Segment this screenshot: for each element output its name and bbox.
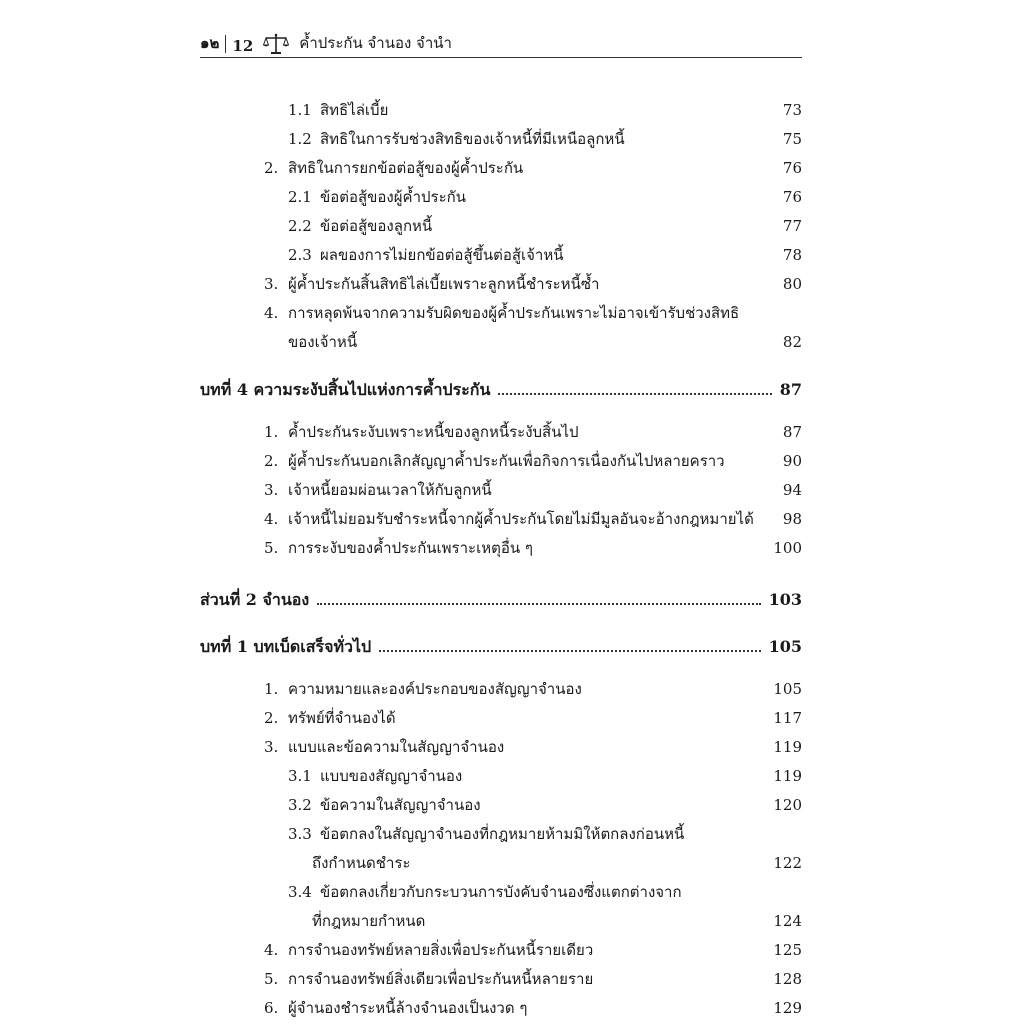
toc-page-number: 87 — [782, 423, 802, 441]
spacer — [200, 563, 802, 585]
toc-entry-text: ของเจ้าหนี้ — [288, 333, 358, 351]
toc-entry — [200, 762, 802, 791]
toc-entry-number: 2. — [264, 709, 279, 727]
toc-entry — [200, 994, 802, 1023]
toc-page-number: 73 — [782, 101, 802, 119]
toc-entry-number: 3. — [264, 275, 279, 293]
toc-page-number: 90 — [782, 452, 802, 470]
toc-entry-number: 4. — [264, 510, 279, 528]
toc-page-number: 119 — [773, 767, 802, 785]
toc-entry — [200, 183, 802, 212]
toc-page-number: 122 — [773, 854, 802, 872]
page-number: 12 — [232, 37, 254, 55]
toc-entry-text: 5. การระงับของค้ำประกันเพราะเหตุอื่น ๆ — [264, 534, 533, 563]
toc-page-number: 128 — [773, 970, 802, 988]
toc-entry — [200, 96, 802, 125]
toc-entry-number: 3.3 — [288, 825, 312, 843]
toc-entry-text: 4. การหลุดพ้นจากความรับผิดของผู้ค้ำประกันเพราะไม่อาจเข้ารับช่วงสิทธิ — [264, 299, 739, 328]
toc-entry-number: 5. — [264, 970, 279, 988]
toc-entry-text: ถึงกำหนดชำระ — [312, 854, 411, 872]
toc-entry — [200, 505, 802, 534]
toc-page-number: 100 — [773, 539, 802, 557]
toc-entry-text: 2.1 ข้อต่อสู้ของผู้ค้ำประกัน — [288, 183, 466, 212]
toc-entry-text: 3. แบบและข้อความในสัญญาจำนอง — [264, 733, 504, 762]
toc-entry-text: 1.2 สิทธิในการรับช่วงสิทธิของเจ้าหนี้ที่มีเหนือลูกหนี้ — [288, 125, 625, 154]
toc-entry-number: 5. — [264, 539, 279, 557]
toc-entry-number: 3.2 — [288, 796, 312, 814]
toc-entry-text: 2. สิทธิในการยกข้อต่อสู้ของผู้ค้ำประกัน — [264, 154, 523, 183]
toc-entry-text: 1. ความหมายและองค์ประกอบของสัญญาจำนอง — [264, 675, 582, 704]
toc-entry-number: 1. — [264, 680, 279, 698]
spacer — [200, 661, 802, 675]
toc-entry-text: 4. การจำนองทรัพย์หลายสิ่งเพื่อประกันหนี้รายเดียว — [264, 936, 593, 965]
spacer — [200, 404, 802, 418]
toc-entry-text: 3.3 ข้อตกลงในสัญญาจำนองที่กฎหมายห้ามมิให้ตกลงก่อนหนี้ — [288, 820, 684, 849]
toc-page-number: 124 — [773, 912, 802, 930]
toc-page-number: 120 — [773, 796, 802, 814]
toc-entry — [200, 299, 802, 328]
toc-entry-number: 4. — [264, 304, 279, 322]
toc-heading-text: ส่วนที่ 2 จำนอง — [200, 590, 310, 609]
toc-entry — [200, 965, 802, 994]
toc-page-number: 129 — [773, 999, 802, 1017]
toc-page-number: 82 — [782, 333, 802, 351]
toc-entry — [200, 936, 802, 965]
toc-entry-number: 6. — [264, 999, 279, 1017]
toc-entry-number: 2.2 — [288, 217, 312, 235]
spacer — [200, 357, 802, 375]
toc-entry — [200, 241, 802, 270]
toc-heading — [200, 632, 802, 661]
toc-page-number: 78 — [782, 246, 802, 264]
toc-heading-text: บทที่ 4 ความระงับสิ้นไปแห่งการค้ำประกัน — [200, 380, 491, 399]
toc-page-number: 76 — [782, 188, 802, 206]
toc-entry-text: 6. ผู้จำนองชำระหนี้ล้างจำนองเป็นงวด ๆ — [264, 994, 527, 1023]
toc-page-number: 94 — [782, 481, 802, 499]
toc-entry — [200, 849, 802, 878]
spacer — [200, 614, 802, 632]
toc-entry — [200, 878, 802, 907]
toc-entry — [200, 154, 802, 183]
header-divider — [225, 35, 226, 53]
toc-entry-text: 5. การจำนองทรัพย์สิ่งเดียวเพื่อประกันหนี้หลายราย — [264, 965, 593, 994]
page-number-thai: ๑๒ — [200, 34, 220, 52]
toc-entry — [200, 212, 802, 241]
toc-entry-number: 2.3 — [288, 246, 312, 264]
toc-page-number: 117 — [773, 709, 802, 727]
toc-entry-number: 2.1 — [288, 188, 312, 206]
toc-page-number: 80 — [782, 275, 802, 293]
toc-entry-text: 2. ทรัพย์ที่จำนองได้ — [264, 704, 396, 733]
toc-page-number: 76 — [782, 159, 802, 177]
toc-entry-number: 3. — [264, 481, 279, 499]
dot-leader — [379, 649, 760, 652]
toc-entry-text: 3.1 แบบของสัญญาจำนอง — [288, 762, 462, 791]
toc-entry — [200, 675, 802, 704]
toc-entry — [200, 328, 802, 357]
toc-entry-number: 4. — [264, 941, 279, 959]
toc-entry-text: 1. ค้ำประกันระงับเพราะหนี้ของลูกหนี้ระงับสิ้นไป — [264, 418, 579, 447]
toc-entry — [200, 704, 802, 733]
toc-entry-text: 2.2 ข้อต่อสู้ของลูกหนี้ — [288, 212, 432, 241]
toc-entry — [200, 820, 802, 849]
toc-entry-number: 3.1 — [288, 767, 312, 785]
toc-page-number: 87 — [779, 380, 802, 399]
toc-entry-number: 1. — [264, 423, 279, 441]
toc-page-number: 105 — [773, 680, 802, 698]
toc-entry-text: 2. ผู้ค้ำประกันบอกเลิกสัญญาค้ำประกันเพื่อกิจการเนื่องกันไปหลายคราว — [264, 447, 725, 476]
toc-entry-text: 2.3 ผลของการไม่ยกข้อต่อสู้ขึ้นต่อสู้เจ้าหนี้ — [288, 241, 564, 270]
toc-entry — [200, 418, 802, 447]
scales-of-justice-icon — [263, 33, 289, 55]
toc-page-number: 105 — [768, 637, 802, 656]
toc-page-number: 98 — [782, 510, 802, 528]
toc-heading — [200, 585, 802, 614]
toc-entry — [200, 125, 802, 154]
toc-entry-text: 3.2 ข้อความในสัญญาจำนอง — [288, 791, 481, 820]
toc-entry — [200, 534, 802, 563]
toc-page-number: 77 — [782, 217, 802, 235]
toc-entry-text: 3. เจ้าหนี้ยอมผ่อนเวลาให้กับลูกหนี้ — [264, 476, 492, 505]
toc-page-number: 119 — [773, 738, 802, 756]
dot-leader — [317, 602, 760, 605]
toc-page-number: 125 — [773, 941, 802, 959]
toc-heading-text: บทที่ 1 บทเบ็ดเสร็จทั่วไป — [200, 637, 372, 656]
toc-entry-text: 3. ผู้ค้ำประกันสิ้นสิทธิไล่เบี้ยเพราะลูกหนี้ชำระหนี้ซ้ำ — [264, 270, 599, 299]
book-title: ค้ำประกัน จำนอง จำนำ — [299, 34, 452, 52]
toc-entry-number: 3.4 — [288, 883, 312, 901]
toc-entry — [200, 733, 802, 762]
toc-entry-text: 3.4 ข้อตกลงเกี่ยวกับกระบวนการบังคับจำนองซึ่งแตกต่างจาก — [288, 878, 682, 907]
toc-entry — [200, 791, 802, 820]
toc-entry — [200, 907, 802, 936]
toc-entry — [200, 270, 802, 299]
toc-page-number: 103 — [768, 590, 802, 609]
toc-entry-text: ที่กฎหมายกำหนด — [312, 912, 426, 930]
toc-entry-number: 1.1 — [288, 101, 312, 119]
toc-entry-number: 3. — [264, 738, 279, 756]
toc-entry-text: 1.1 สิทธิไล่เบี้ย — [288, 96, 388, 125]
dot-leader — [498, 392, 771, 395]
toc-entry-number: 2. — [264, 452, 279, 470]
toc-entry — [200, 476, 802, 505]
toc-entry-number: 2. — [264, 159, 279, 177]
running-header — [200, 30, 802, 58]
toc-page-number: 75 — [782, 130, 802, 148]
toc-entry — [200, 447, 802, 476]
toc-heading — [200, 375, 802, 404]
toc-entry-number: 1.2 — [288, 130, 312, 148]
table-of-contents — [200, 96, 802, 1023]
toc-entry-text: 4. เจ้าหนี้ไม่ยอมรับชำระหนี้จากผู้ค้ำประกันโดยไม่มีมูลอันจะอ้างกฎหมายได้ — [264, 505, 754, 534]
